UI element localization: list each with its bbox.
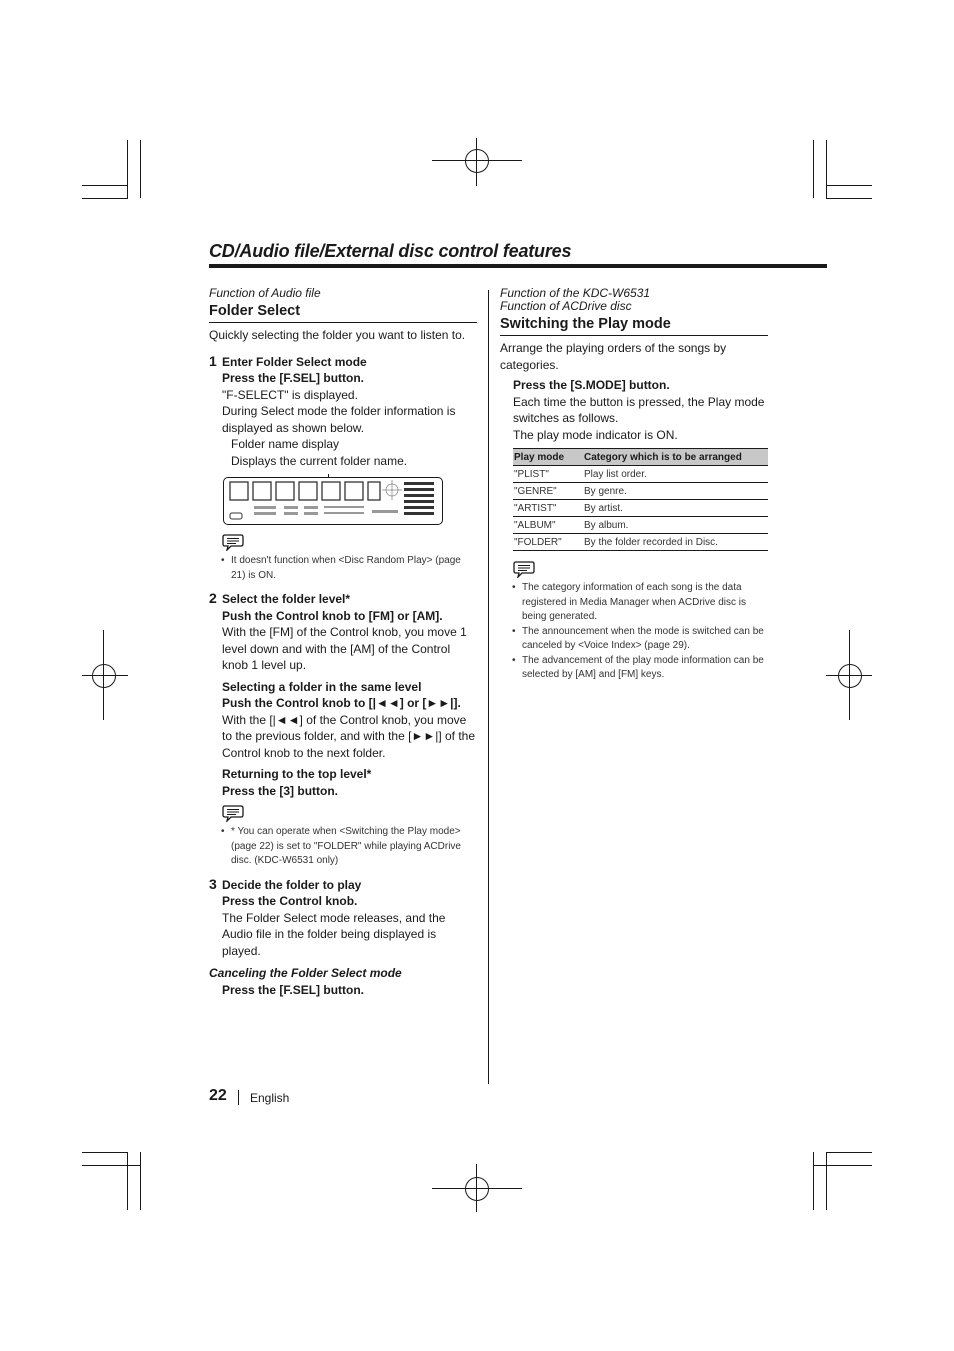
intro-text: Quickly selecting the folder you want to listen to. — [209, 328, 466, 342]
table-cell: "ARTIST" — [513, 500, 583, 517]
block-action: Press the [3] button. — [222, 783, 339, 798]
cancel-action: Press the [F.SEL] button. — [222, 982, 365, 997]
top-level-block — [209, 766, 477, 799]
table-row — [513, 483, 768, 500]
note-bullet: • The category information of each song is the data registered in Media Manager when ACDrive disc is being generated. — [500, 581, 768, 625]
play-mode-section — [500, 287, 768, 683]
step-1 — [209, 354, 477, 470]
table-header-row — [513, 449, 768, 466]
play-mode-instructions — [500, 377, 768, 443]
lcd-text — [230, 481, 400, 501]
cancel-title: Canceling the Folder Select mode — [209, 966, 402, 980]
note-block-1 — [222, 533, 477, 551]
step-action: Press the [F.SEL] button. — [222, 371, 365, 385]
table-cell: By artist. — [583, 500, 768, 517]
play-mode-table — [513, 448, 768, 551]
table-cell: By the folder recorded in Disc. — [583, 534, 768, 551]
table-header: Play mode — [513, 449, 583, 466]
table-cell: "PLIST" — [513, 466, 583, 483]
block-title: Selecting a folder in the same level — [222, 679, 422, 694]
note-bullet: • The announcement when the mode is switched can be canceled by <Voice Index> (page 29). — [500, 625, 768, 654]
note-block-3 — [513, 560, 768, 578]
function-label: Function of ACDrive disc — [500, 299, 632, 313]
step-title: Decide the folder to play — [222, 877, 362, 892]
table-cell: Play list order. — [583, 466, 768, 483]
step-text: "F-SELECT" is displayed. — [222, 387, 358, 402]
cancel-block — [209, 965, 477, 998]
note-icon — [222, 533, 244, 551]
step-title: Enter Folder Select mode — [222, 354, 367, 369]
table-header: Category which is to be arranged — [583, 449, 768, 466]
section-heading: Folder Select — [209, 303, 477, 323]
step-2 — [209, 591, 477, 674]
intro-text: Arrange the playing orders of the songs by categories. — [500, 341, 727, 372]
function-label: Function of Audio file — [209, 286, 321, 300]
folder-select-section — [209, 287, 477, 998]
step-number: 3 — [209, 875, 217, 892]
table-cell: "ALBUM" — [513, 517, 583, 534]
step-number: 1 — [209, 352, 217, 369]
page-title: CD/Audio file/External disc control features — [209, 241, 572, 261]
note-bullet: • * You can operate when <Switching the Play mode> (page 22) is set to "FOLDER" while playing ACDrive disc. (KDC-W6531 only) — [209, 825, 477, 869]
table-cell: "GENRE" — [513, 483, 583, 500]
same-level-block — [209, 679, 477, 762]
sub-title: Folder name display — [231, 437, 340, 451]
function-label: Function of the KDC-W6531 — [500, 286, 651, 300]
table-row — [513, 500, 768, 517]
action-text: Press the [S.MODE] button. — [513, 378, 670, 392]
table-row — [513, 517, 768, 534]
lcd-display-illustration — [223, 477, 477, 525]
block-text: With the [|◄◄] of the Control knob, you move to the previous folder, and with the [►►|] of the Control knob to the next folder. — [222, 712, 476, 760]
note-block-2 — [222, 804, 477, 822]
note-bullet: • It doesn't function when <Disc Random Play> (page 21) is ON. — [209, 554, 477, 583]
table-row — [513, 466, 768, 483]
step-3 — [209, 877, 477, 960]
title-rule — [209, 264, 827, 268]
step-text: With the [FM] of the Control knob, you move 1 level down and with the [AM] of the Control knob 1 level up. — [222, 625, 467, 672]
step-title: Select the folder level* — [222, 592, 351, 606]
table-cell: By album. — [583, 517, 768, 534]
step-text: During Select mode the folder information is displayed as shown below. — [222, 404, 456, 435]
step-action: Push the Control knob to [FM] or [AM]. — [222, 608, 443, 623]
section-heading: Switching the Play mode — [500, 316, 768, 336]
sub-text: Displays the current folder name. — [231, 453, 408, 468]
note-icon — [222, 804, 244, 822]
table-cell: By genre. — [583, 483, 768, 500]
block-action: Push the Control knob to [|◄◄] or [►►|]. — [222, 696, 461, 710]
step-number: 2 — [209, 590, 217, 606]
block-title: Returning to the top level* — [222, 767, 372, 781]
footer-divider — [238, 1090, 239, 1105]
note-icon — [513, 560, 535, 578]
table-cell: "FOLDER" — [513, 534, 583, 551]
step-text: The Folder Select mode releases, and the Audio file in the folder being displayed is played. — [222, 910, 446, 958]
footer-language: English — [250, 1091, 290, 1105]
page-number: 22 — [209, 1087, 227, 1104]
play-mode-table-wrap — [513, 448, 768, 551]
note-bullet: • The advancement of the play mode information can be selected by [AM] and [FM] keys. — [500, 654, 768, 683]
step-action: Press the Control knob. — [222, 894, 358, 908]
body-text: The play mode indicator is ON. — [513, 427, 678, 442]
body-text: Each time the button is pressed, the Play mode switches as follows. — [513, 394, 765, 425]
table-row — [513, 534, 768, 551]
column-divider — [488, 290, 489, 1084]
